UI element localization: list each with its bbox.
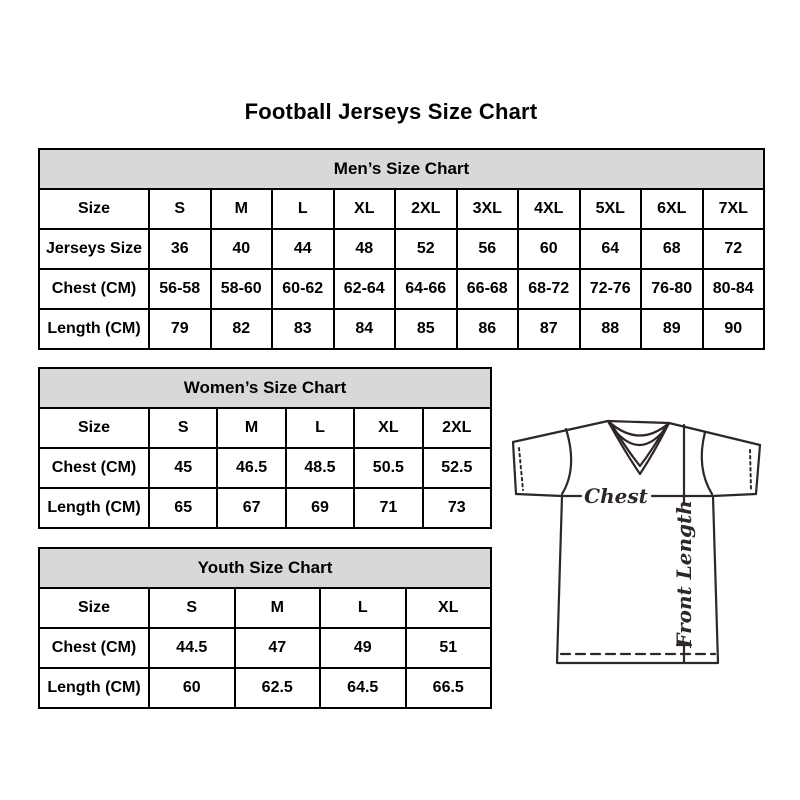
table-cell: 60 <box>518 229 580 269</box>
table-cell: S <box>149 408 217 448</box>
table-row <box>39 189 764 229</box>
row-header-cell: Size <box>39 189 149 229</box>
table-cell: 64-66 <box>395 269 457 309</box>
youth-table-title: Youth Size Chart <box>39 548 491 588</box>
row-header-cell: Jerseys Size <box>39 229 149 269</box>
table-cell: 4XL <box>518 189 580 229</box>
row-header-cell: Length (CM) <box>39 488 149 528</box>
womens-size-table <box>38 367 492 529</box>
table-cell: 76-80 <box>641 269 703 309</box>
row-header-cell: Chest (CM) <box>39 628 149 668</box>
table-cell: 56-58 <box>149 269 211 309</box>
table-cell: 60-62 <box>272 269 334 309</box>
table-cell: 44.5 <box>149 628 235 668</box>
table-cell: 85 <box>395 309 457 349</box>
table-row <box>39 628 491 668</box>
row-header-cell: Length (CM) <box>39 309 149 349</box>
table-cell: XL <box>354 408 422 448</box>
page-title: Football Jerseys Size Chart <box>244 99 538 124</box>
table-cell: M <box>217 408 285 448</box>
jersey-right-shoulder <box>669 423 760 445</box>
table-cell: L <box>272 189 334 229</box>
table-cell: S <box>149 189 211 229</box>
table-row <box>39 408 491 448</box>
table-cell: 66-68 <box>457 269 519 309</box>
jersey-left-seam <box>562 429 571 494</box>
table-cell: 58-60 <box>211 269 273 309</box>
table-cell: 80-84 <box>703 269 765 309</box>
table-cell: 52.5 <box>423 448 491 488</box>
table-cell: 68 <box>641 229 703 269</box>
table-row <box>39 309 764 349</box>
table-cell: 47 <box>235 628 321 668</box>
table-cell: XL <box>406 588 492 628</box>
table-cell: 5XL <box>580 189 642 229</box>
table-cell: 68-72 <box>518 269 580 309</box>
table-cell: 64.5 <box>320 668 406 708</box>
table-cell: 90 <box>703 309 765 349</box>
men-table-title: Men’s Size Chart <box>39 149 764 189</box>
table-cell: 88 <box>580 309 642 349</box>
table-cell: 3XL <box>457 189 519 229</box>
table-cell: 87 <box>518 309 580 349</box>
table-cell: M <box>211 189 273 229</box>
jersey-right-seam <box>702 432 712 494</box>
jersey-left-shoulder <box>513 421 608 442</box>
table-row <box>39 229 764 269</box>
table-cell: M <box>235 588 321 628</box>
table-cell: 86 <box>457 309 519 349</box>
table-cell: 73 <box>423 488 491 528</box>
table-row <box>39 448 491 488</box>
mens-size-table <box>38 148 765 350</box>
table-cell: 67 <box>217 488 285 528</box>
table-cell: 48 <box>334 229 396 269</box>
table-cell: 89 <box>641 309 703 349</box>
table-cell: 82 <box>211 309 273 349</box>
table-cell: 71 <box>354 488 422 528</box>
table-cell: 84 <box>334 309 396 349</box>
table-cell: 72-76 <box>580 269 642 309</box>
table-row <box>39 668 491 708</box>
row-header-cell: Length (CM) <box>39 668 149 708</box>
table-cell: L <box>320 588 406 628</box>
table-cell: 7XL <box>703 189 765 229</box>
table-cell: 44 <box>272 229 334 269</box>
table-cell: 2XL <box>423 408 491 448</box>
jersey-measurement-diagram <box>505 402 775 668</box>
table-cell: 6XL <box>641 189 703 229</box>
table-row <box>39 488 491 528</box>
table-cell: 49 <box>320 628 406 668</box>
table-cell: 62-64 <box>334 269 396 309</box>
table-cell: 65 <box>149 488 217 528</box>
table-cell: 51 <box>406 628 492 668</box>
row-header-cell: Size <box>39 408 149 448</box>
jersey-right-cuff-stitch <box>750 450 751 490</box>
jersey-diagram-svg <box>505 402 775 668</box>
table-cell: 60 <box>149 668 235 708</box>
table-cell: 50.5 <box>354 448 422 488</box>
table-cell: 66.5 <box>406 668 492 708</box>
table-row <box>39 588 491 628</box>
table-cell: 48.5 <box>286 448 354 488</box>
row-header-cell: Chest (CM) <box>39 448 149 488</box>
table-cell: 79 <box>149 309 211 349</box>
table-cell: 36 <box>149 229 211 269</box>
table-cell: 56 <box>457 229 519 269</box>
table-cell: 72 <box>703 229 765 269</box>
youth-size-table <box>38 547 492 709</box>
jersey-collar-opening <box>608 421 669 423</box>
table-cell: 64 <box>580 229 642 269</box>
jersey-left-cuff-stitch <box>519 448 523 490</box>
front-length-label: Front Length <box>672 500 696 648</box>
chest-label: Chest <box>584 484 648 508</box>
row-header-cell: Size <box>39 588 149 628</box>
table-cell: XL <box>334 189 396 229</box>
table-row <box>39 269 764 309</box>
table-cell: L <box>286 408 354 448</box>
table-cell: 69 <box>286 488 354 528</box>
table-cell: 2XL <box>395 189 457 229</box>
table-cell: 45 <box>149 448 217 488</box>
table-cell: 46.5 <box>217 448 285 488</box>
table-cell: 52 <box>395 229 457 269</box>
table-cell: 83 <box>272 309 334 349</box>
women-table-title: Women’s Size Chart <box>39 368 491 408</box>
table-cell: 62.5 <box>235 668 321 708</box>
table-cell: S <box>149 588 235 628</box>
table-cell: 40 <box>211 229 273 269</box>
jersey-right-sleeve <box>713 445 760 496</box>
row-header-cell: Chest (CM) <box>39 269 149 309</box>
